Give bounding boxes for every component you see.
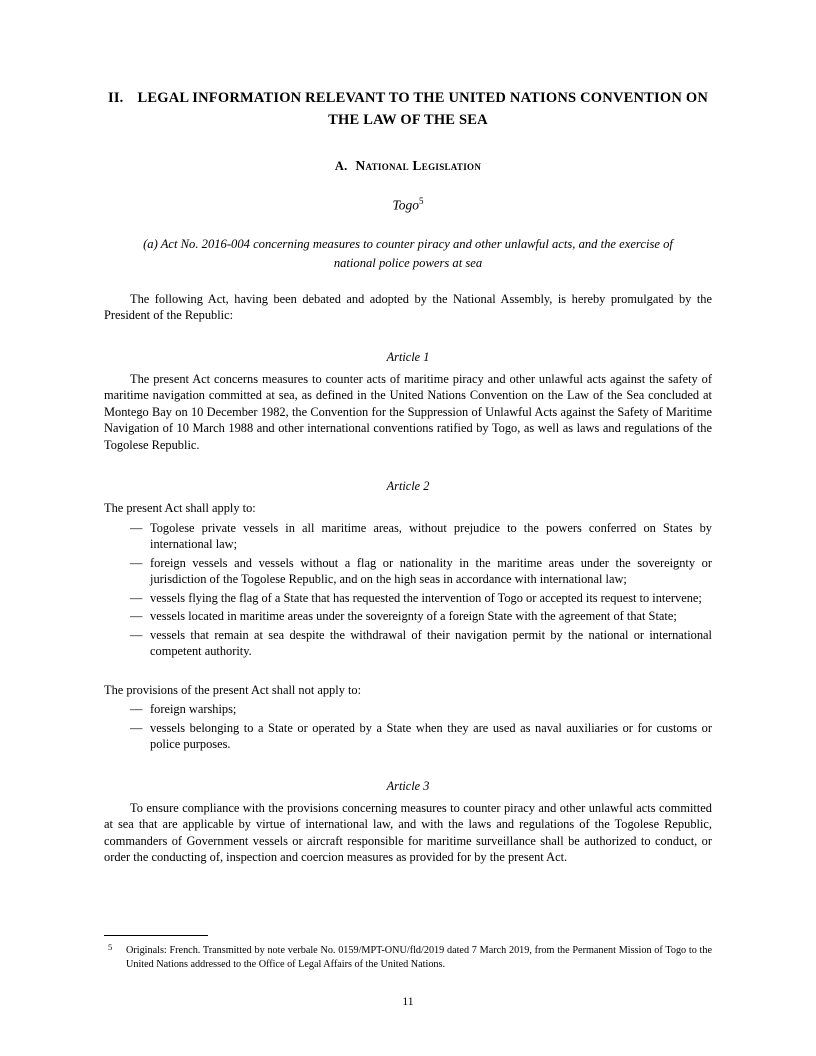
list-item	[104, 608, 712, 625]
list-item-text: vessels belonging to a State or operated by a State when they are used as naval auxiliaries or for customs or police purposes.	[150, 720, 712, 752]
footnote-area	[104, 935, 712, 972]
footnote-separator	[104, 935, 208, 936]
act-title	[104, 235, 712, 273]
list-item-text: foreign vessels and vessels without a flag or nationality in the maritime areas under the sovereignty or jurisdiction of the Togolese Republic, and on the high seas in accordance with international law;	[150, 555, 712, 587]
list-item	[104, 590, 712, 607]
article-2-apply-list	[104, 520, 712, 660]
section-title-text: National Legislation	[355, 157, 482, 173]
footnote-5	[104, 944, 712, 972]
section-letter: A.	[334, 158, 348, 173]
page-content	[104, 88, 712, 866]
section-heading	[104, 158, 712, 174]
list-item	[104, 701, 712, 718]
act-label: (a)	[143, 237, 158, 251]
footnote-marker: 5	[108, 942, 113, 953]
list-item	[104, 720, 712, 753]
article-3-heading: Article 3	[386, 778, 430, 793]
act-title-text: Act No. 2016-004 concerning measures to counter piracy and other unlawful acts, and the exercise of national police powers at sea	[160, 237, 673, 270]
list-item-text: vessels flying the flag of a State that has requested the intervention of Togo or accepted its request to intervene;	[150, 590, 702, 605]
dash-bullet: —	[130, 555, 143, 570]
article-2-not-apply-list	[104, 701, 712, 753]
article-3-paragraph: To ensure compliance with the provisions concerning measures to counter piracy and other unlawful acts committed at sea that are applicable by virtue of international law, and with the laws and regulations of the Togolese Republic, commanders of Government vessels or aircraft responsible for maritime surveillance shall be authorized to conduct, or order the conducting of, inspection and coercion measures as provided for by the present Act.	[104, 800, 712, 865]
chapter-heading	[104, 88, 712, 132]
country-name: Togo	[392, 197, 420, 212]
country-heading	[104, 196, 712, 214]
article-1-heading: Article 1	[386, 349, 430, 364]
chapter-numeral: II.	[107, 90, 124, 106]
footnote-text: Originals: French. Transmitted by note verbale No. 0159/MPT-ONU/fld/2019 dated 7 March 2019, from the Permanent Mission of Togo to the United Nations addressed to the Office of Legal Affairs of the United Nations.	[126, 945, 712, 971]
page-number: 11	[402, 995, 414, 1008]
list-item-text: Togolese private vessels in all maritime areas, without prejudice to the powers conferred on States by international law;	[150, 520, 712, 552]
article-2-apply-intro: The present Act shall apply to:	[104, 501, 256, 516]
list-item-text: vessels located in maritime areas under the sovereignty of a foreign State with the agreement of that State;	[150, 609, 677, 624]
list-item	[104, 627, 712, 660]
dash-bullet: —	[130, 720, 143, 735]
dash-bullet: —	[130, 590, 143, 605]
article-2-not-apply-intro: The provisions of the present Act shall not apply to:	[104, 682, 362, 697]
chapter-title-text: LEGAL INFORMATION RELEVANT TO THE UNITED NATIONS CONVENTION ON THE LAW OF THE SEA	[137, 90, 709, 128]
dash-bullet: —	[130, 609, 143, 624]
preamble-paragraph: The following Act, having been debated and adopted by the National Assembly, is hereby promulgated by the President of the Republic:	[104, 291, 712, 323]
list-item-text: foreign warships;	[150, 702, 237, 717]
country-footnote-marker: 5	[419, 195, 424, 206]
article-1-paragraph: The present Act concerns measures to counter acts of maritime piracy and other unlawful acts against the safety of maritime navigation committed at sea, as defined in the United Nations Convention on the Law of the Sea concluded at Montego Bay on 10 December 1982, the Convention for the Suppression of Unlawful Acts against the Safety of Maritime Navigation of 10 March 1988 and other international conventions ratified by Togo, as well as laws and regulations of the Togolese Republic.	[104, 371, 712, 452]
dash-bullet: —	[130, 520, 143, 535]
list-item	[104, 555, 712, 588]
list-item	[104, 520, 712, 553]
dash-bullet: —	[130, 702, 143, 717]
dash-bullet: —	[130, 627, 143, 642]
article-2-heading: Article 2	[386, 479, 430, 494]
list-item-text: vessels that remain at sea despite the withdrawal of their navigation permit by the national or international competent authority.	[150, 627, 712, 659]
